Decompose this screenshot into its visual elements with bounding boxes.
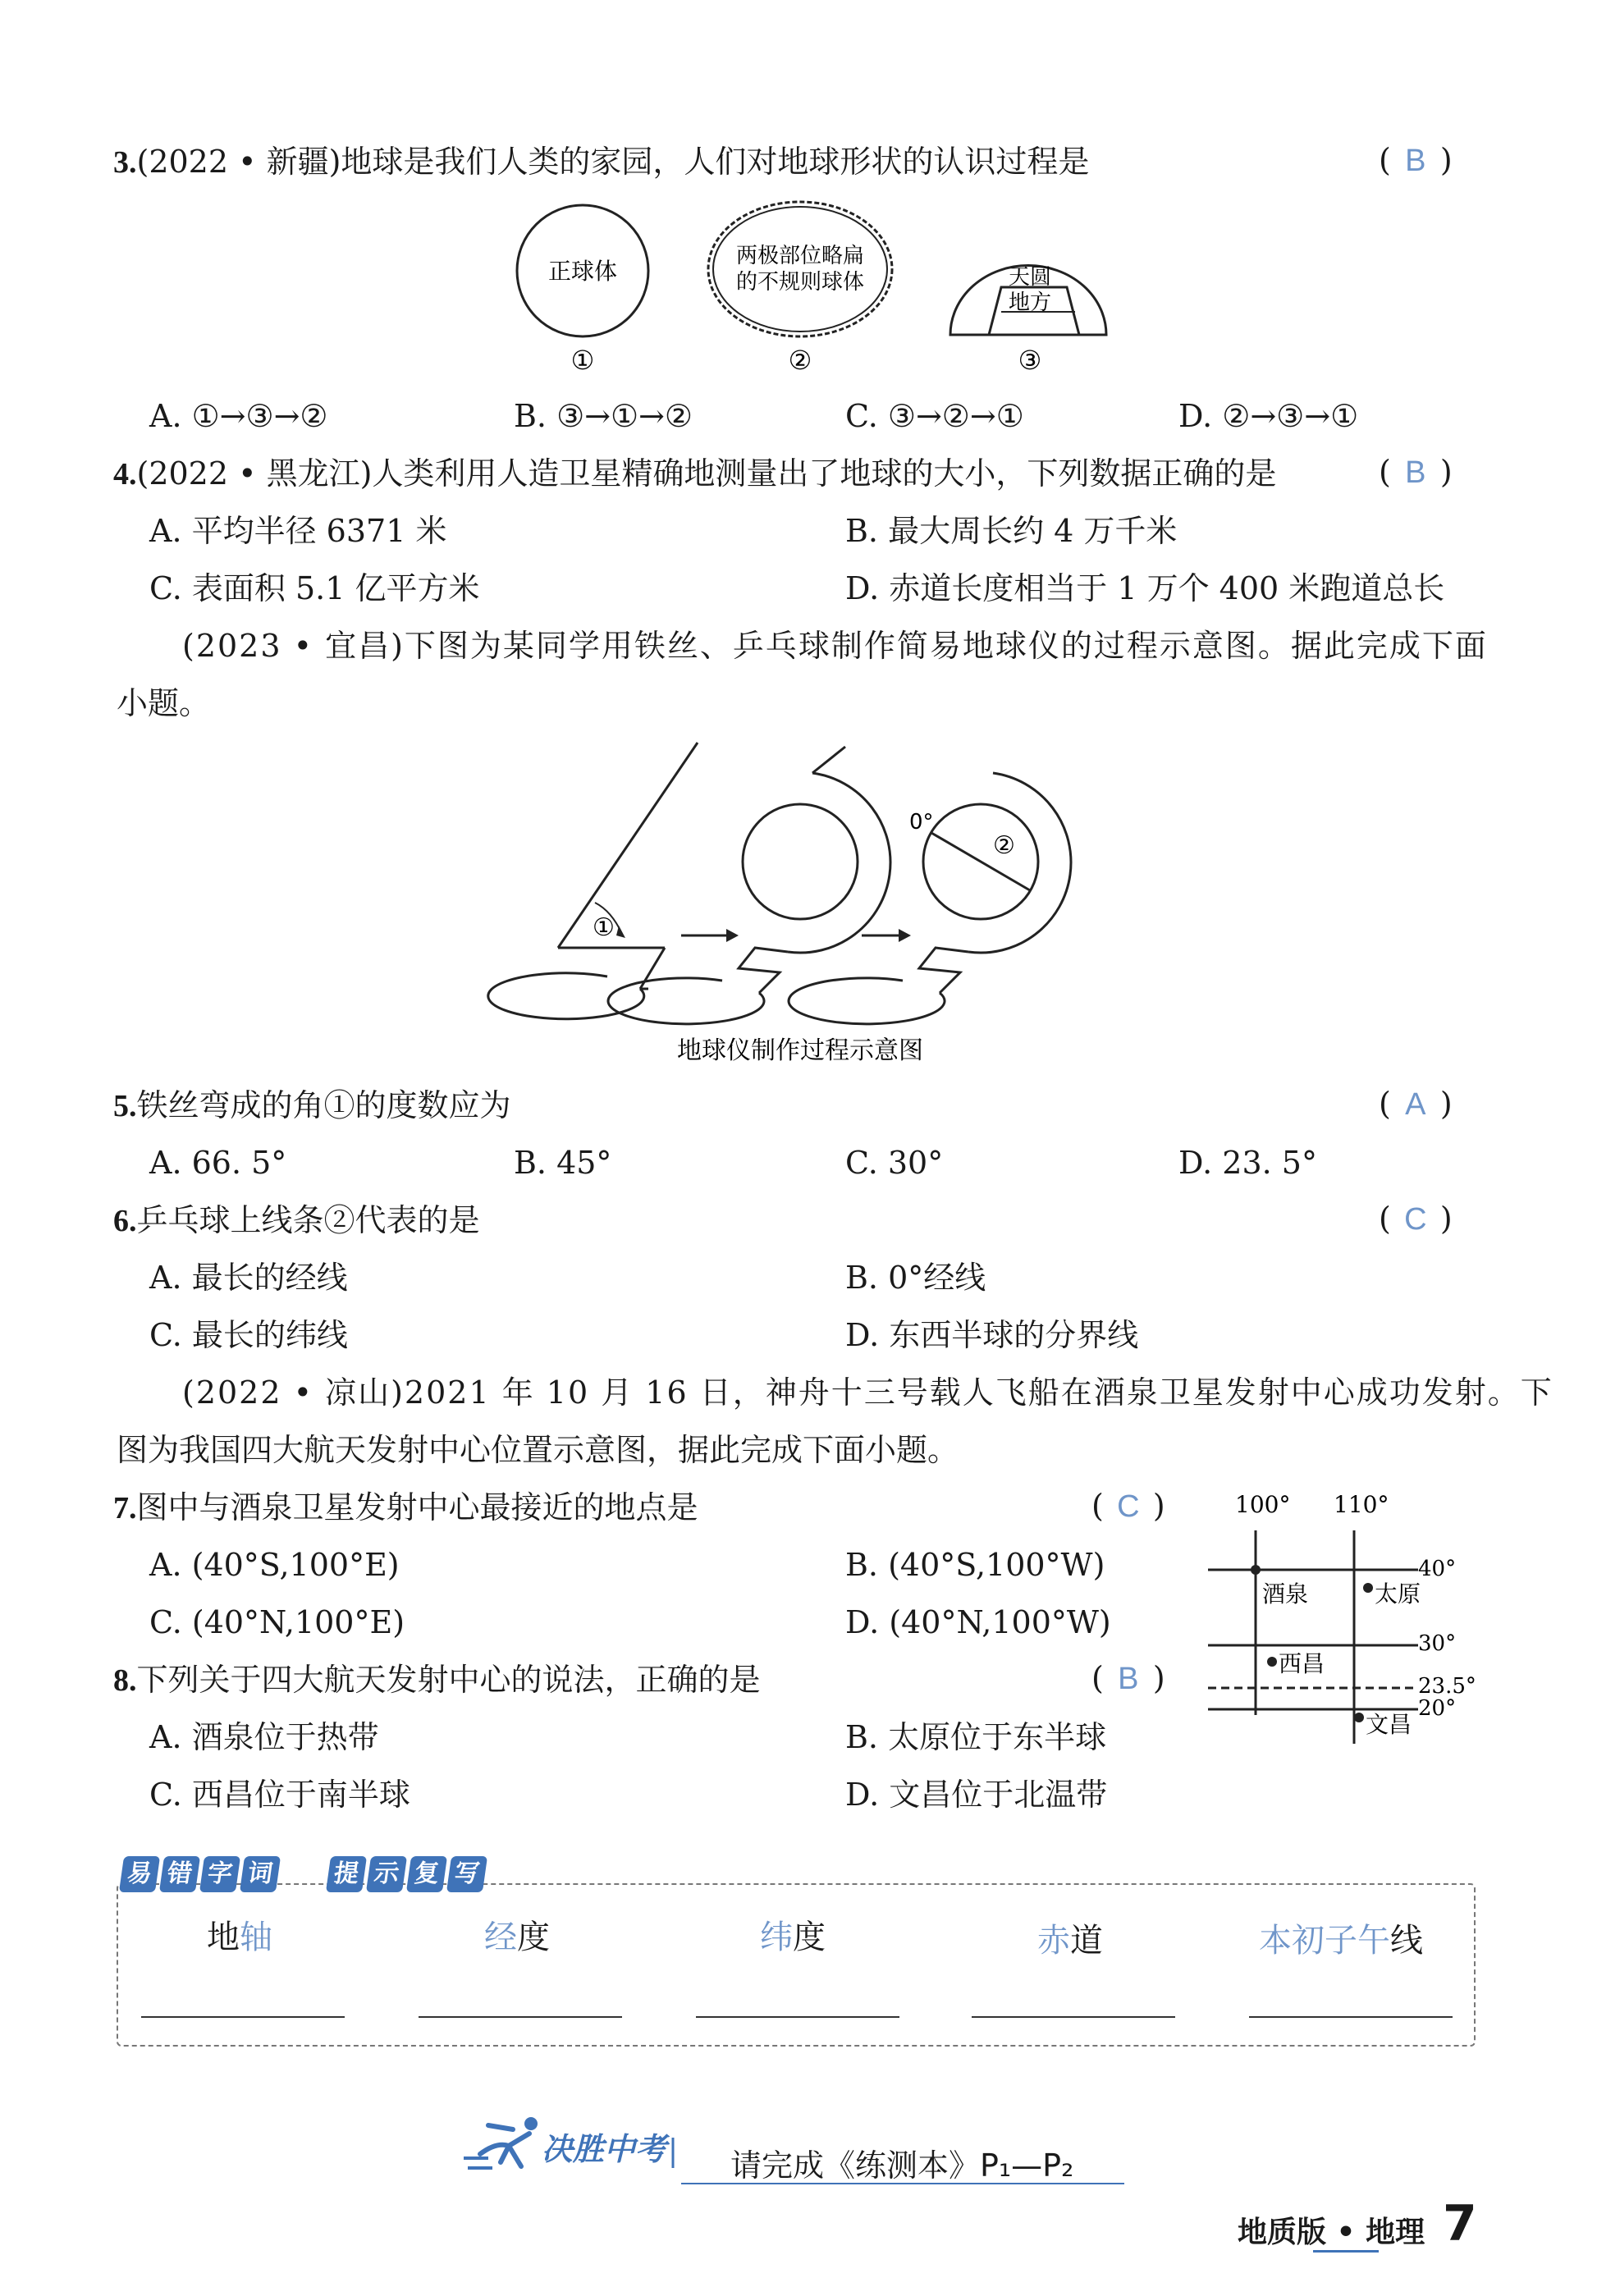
q6-text: 乒乓球上线条②代表的是 [136, 1202, 480, 1238]
q7-text: 图中与酒泉卫星发射中心最接近的地点是 [136, 1489, 698, 1525]
vocab-tag-1 [121, 1856, 278, 1892]
launch-center-map [1198, 1489, 1494, 1763]
globe-fig-zero: 0° [909, 810, 934, 835]
vocab-blank-3[interactable] [696, 2016, 899, 2018]
edition-underline [1313, 2250, 1379, 2253]
q7-option-d: D. (40°N,100°W) [845, 1604, 1111, 1640]
tag2-char-1: 提 [326, 1856, 367, 1892]
q3-fig-label2a: 两极部位略扁 [735, 244, 865, 268]
vocab-word-4-blue: 赤 [1037, 1922, 1070, 1960]
footer-underline [681, 2183, 1124, 2184]
intro2-line2: 图为我国四大航天发射中心位置示意图，据此完成下面小题。 [117, 1432, 959, 1468]
q8-number: 8. [113, 1663, 137, 1698]
q7-answer: C [1117, 1489, 1140, 1524]
tag1-char-2: 错 [159, 1856, 200, 1892]
globe-fig-caption: 地球仪制作过程示意图 [677, 1036, 923, 1065]
vocab-blank-2[interactable] [419, 2016, 622, 2018]
q3-fig-label1: 正球体 [547, 258, 618, 285]
intro1-line2: 小题。 [117, 685, 211, 721]
map-lon110: 110° [1334, 1491, 1389, 1518]
map-jiuquan: 酒泉 [1262, 1580, 1309, 1608]
q5-answer: A [1405, 1087, 1426, 1122]
map-lat20: 20° [1418, 1696, 1457, 1721]
xichang-dot [1267, 1657, 1277, 1667]
q7-option-a: A. (40°S,100°E) [149, 1547, 400, 1583]
footer-note: 请完成《练测本》P₁—P₂ [730, 2147, 1074, 2184]
q6-answer: C [1404, 1202, 1427, 1237]
vocab-word-5-post: 线 [1390, 1922, 1423, 1960]
tag1-char-1: 易 [119, 1856, 160, 1892]
page-number: 7 [1443, 2195, 1477, 2253]
q6-option-b: B. 0°经线 [845, 1260, 986, 1296]
q3-fig-cap3: ③ [1018, 345, 1042, 376]
q5-option-a: A. 66. 5° [149, 1145, 287, 1181]
q3-option-a: A. ①→③→② [149, 398, 328, 434]
globe-making-figure [517, 739, 1091, 1070]
q3-text: (2022 • 新疆)地球是我们人类的家园，人们对地球形状的认识过程是 [136, 144, 1090, 180]
q8-text: 下列关于四大航天发射中心的说法，正确的是 [136, 1662, 761, 1698]
q6-number: 6. [113, 1204, 137, 1238]
globe-fig-mark1: ① [593, 913, 615, 942]
q5-option-c: C. 30° [845, 1145, 944, 1181]
q3-fig-label2b: 的不规则球体 [735, 270, 865, 295]
q6-option-a: A. 最长的经线 [149, 1260, 348, 1296]
map-lat40: 40° [1418, 1557, 1457, 1581]
q4-option-c: C. 表面积 5.1 亿平方米 [149, 570, 480, 606]
q7-stem [113, 1487, 698, 1529]
q8-option-b: B. 太原位于东半球 [845, 1719, 1107, 1755]
globe-fig-mark2: ② [993, 831, 1015, 860]
tag2-char-4: 写 [446, 1856, 487, 1892]
q3-option-c: C. ③→②→① [845, 398, 1024, 434]
vocab-word-5-blue: 本初子午 [1259, 1922, 1390, 1960]
vocab-word-1-blue: 轴 [240, 1919, 272, 1956]
vocab-word-2-blue: 经 [484, 1919, 517, 1956]
q5-answer-bracket: ( A ) [1379, 1083, 1453, 1125]
q6-stem [113, 1200, 480, 1242]
map-taiyuan: 太原 [1375, 1580, 1421, 1608]
q4-option-d: D. 赤道长度相当于 1 万个 400 米跑道总长 [845, 570, 1445, 606]
vocab-word-1-pre: 地 [207, 1919, 240, 1956]
q3-fig-cap2: ② [788, 345, 812, 376]
q6-option-d: D. 东西半球的分界线 [845, 1317, 1139, 1353]
vocab-tag-2 [328, 1856, 485, 1892]
q4-option-a: A. 平均半径 6371 米 [149, 513, 447, 549]
q5-stem [113, 1085, 511, 1127]
runner-icon [480, 2125, 529, 2166]
q4-text: (2022 • 黑龙江)人类利用人造卫星精确地测量出了地球的大小，下列数据正确的是 [136, 455, 1277, 492]
wenchang-dot [1354, 1713, 1364, 1722]
q8-option-a: A. 酒泉位于热带 [149, 1719, 379, 1755]
q3-stem [113, 141, 1089, 183]
vocab-word-4-post: 道 [1070, 1922, 1103, 1960]
jiuquan-dot [1251, 1565, 1261, 1575]
tag1-char-3: 字 [199, 1856, 240, 1892]
intro2-line1: (2022 • 凉山)2021 年 10 月 16 日，神舟十三号载人飞船在酒泉卫星发射中心成功发射。下 [182, 1374, 1554, 1411]
q6-option-c: C. 最长的纬线 [149, 1317, 348, 1353]
q5-text: 铁丝弯成的角①的度数应为 [136, 1087, 511, 1123]
map-wenchang: 文昌 [1366, 1711, 1412, 1738]
q7-option-b: B. (40°S,100°W) [845, 1547, 1105, 1583]
q4-stem [113, 453, 1276, 495]
q3-number: 3. [113, 145, 137, 180]
tag2-char-2: 示 [366, 1856, 407, 1892]
q7-option-c: C. (40°N,100°E) [149, 1604, 405, 1640]
q4-answer: B [1405, 455, 1426, 490]
vocab-word-2-post: 度 [517, 1919, 550, 1956]
q4-option-b: B. 最大周长约 4 万千米 [845, 513, 1178, 549]
q4-number: 4. [113, 457, 137, 492]
q7-answer-bracket: ( C ) [1091, 1485, 1165, 1527]
q5-option-d: D. 23. 5° [1178, 1145, 1317, 1181]
q8-answer: B [1118, 1662, 1139, 1696]
taiyuan-dot [1363, 1583, 1373, 1593]
vocab-word-4 [1037, 1920, 1103, 1961]
tag1-char-4: 词 [240, 1856, 281, 1892]
vocab-blank-5[interactable] [1249, 2016, 1453, 2018]
q8-answer-bracket: ( B ) [1091, 1658, 1165, 1699]
q3-fig-label3a: 天圆 [1008, 265, 1052, 290]
globe-ball-2 [743, 804, 858, 919]
q4-answer-bracket: ( B ) [1379, 451, 1453, 493]
vocab-word-3-post: 度 [793, 1919, 826, 1956]
vocab-blank-4[interactable] [972, 2016, 1175, 2018]
q3-option-d: D. ②→③→① [1178, 398, 1359, 434]
map-lat235: 23.5° [1418, 1674, 1476, 1699]
tag2-char-3: 复 [406, 1856, 447, 1892]
vocab-blank-1[interactable] [141, 2016, 345, 2018]
oblate-shape [708, 202, 892, 336]
q3-fig-cap1: ① [570, 345, 595, 376]
earth-shape-figure [492, 197, 1133, 389]
vocab-word-3-blue: 纬 [760, 1919, 793, 1956]
vocab-box [117, 1883, 1476, 2047]
q7-number: 7. [113, 1491, 137, 1525]
q8-option-d: D. 文昌位于北温带 [845, 1777, 1108, 1813]
q3-option-b: B. ③→①→② [514, 398, 693, 434]
q3-answer: B [1405, 144, 1426, 178]
q3-answer-bracket: ( B ) [1379, 139, 1453, 181]
vocab-word-2 [484, 1917, 550, 1958]
map-lon100: 100° [1235, 1491, 1291, 1518]
map-xichang: 西昌 [1279, 1650, 1325, 1677]
q6-answer-bracket: ( C ) [1379, 1198, 1453, 1240]
intro1-line1: (2023 • 宜昌)下图为某同学用铁丝、乒乓球制作简易地球仪的过程示意图。据此完成下面 [182, 628, 1488, 664]
vocab-word-3 [760, 1917, 826, 1958]
q8-stem [113, 1659, 761, 1701]
q5-number: 5. [113, 1089, 137, 1123]
q5-option-b: B. 45° [514, 1145, 612, 1181]
brand-logo [464, 2109, 685, 2186]
map-lat30: 30° [1418, 1631, 1457, 1656]
q8-option-c: C. 西昌位于南半球 [149, 1777, 410, 1813]
edition-label: 地质版 • 地理 [1238, 2216, 1425, 2249]
vocab-word-5 [1259, 1920, 1423, 1961]
brand-text: 决胜中考 [542, 2131, 667, 2167]
vocab-word-1 [207, 1917, 272, 1958]
q3-fig-label3b: 地方 [1008, 290, 1052, 315]
